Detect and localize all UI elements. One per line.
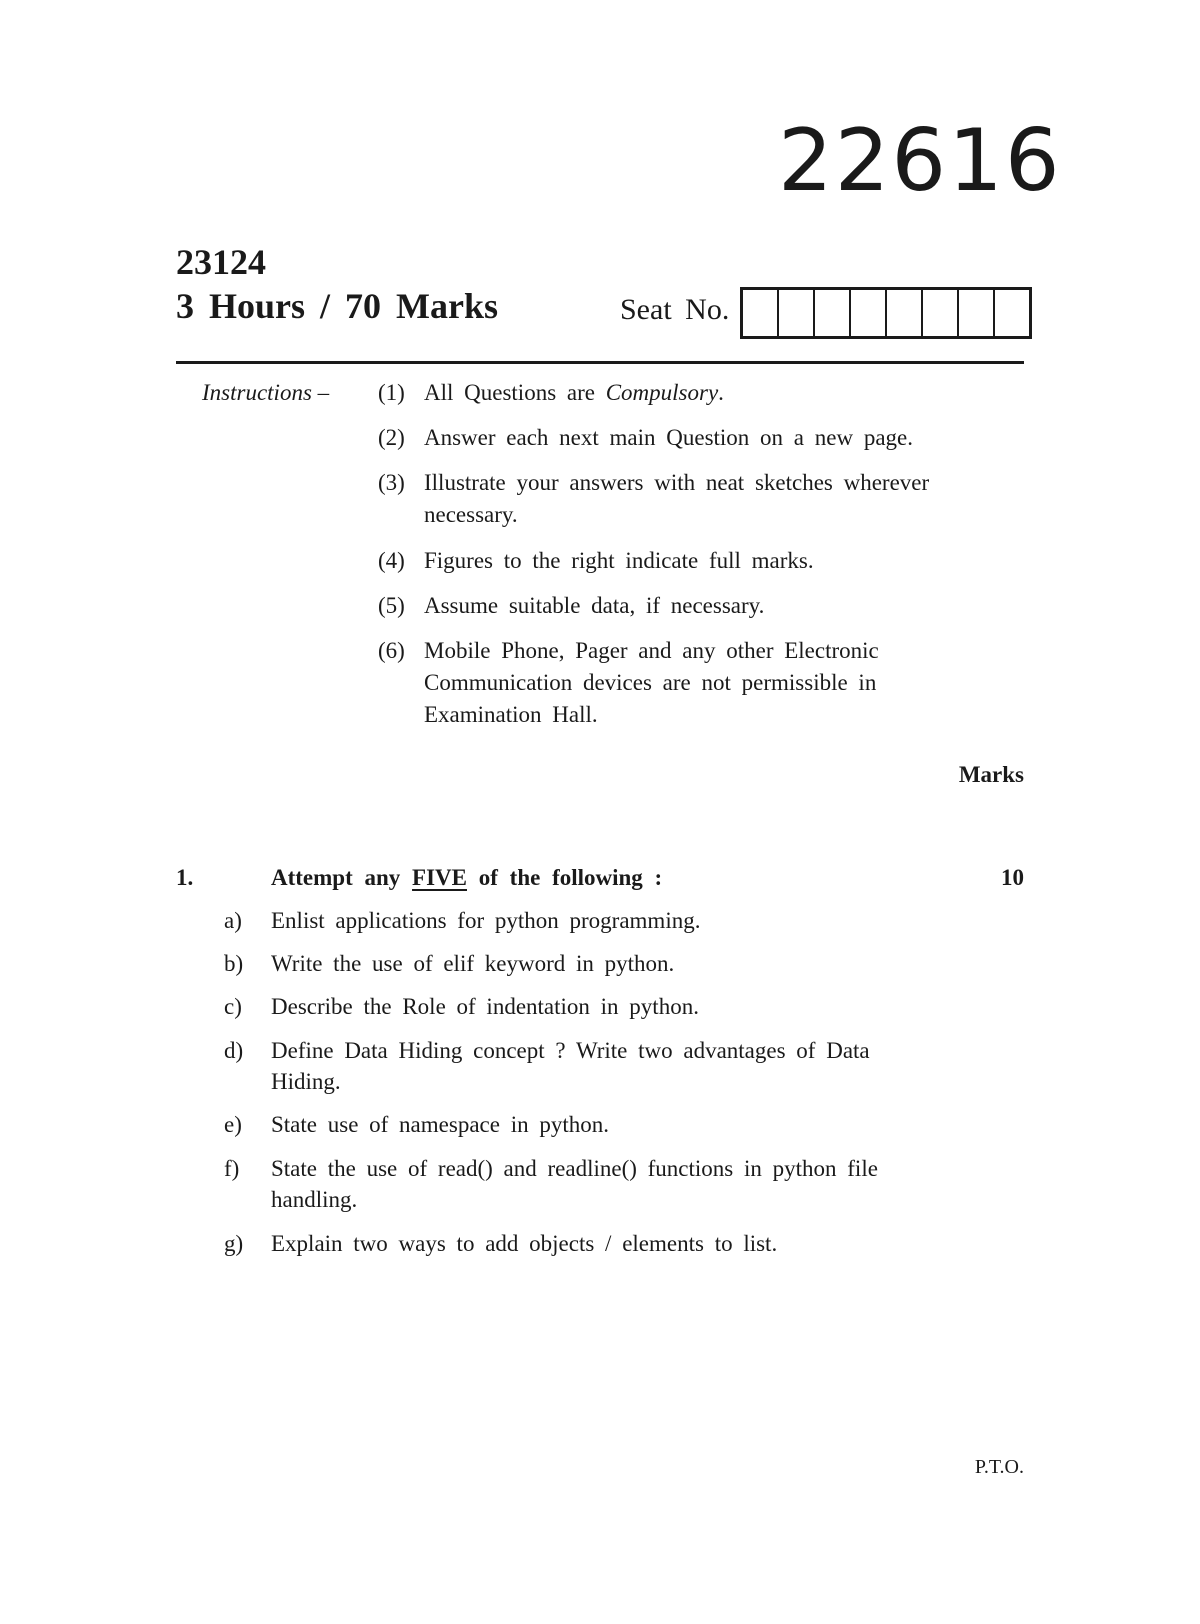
subquestion-text: State the use of read() and readline() functions in python file handling. [271, 1156, 878, 1212]
seat-number-box [779, 290, 815, 336]
subquestion-letter: b) [224, 951, 244, 976]
question-heading [271, 866, 662, 889]
instruction-text-part: . [718, 380, 724, 405]
subquestion-letter: d) [224, 1038, 244, 1063]
seat-number-box [995, 290, 1029, 336]
subquestion-letter: a) [224, 908, 242, 933]
question-number: 1. [176, 865, 194, 890]
instruction-number: (4) [378, 548, 405, 573]
subject-code: 22616 [778, 111, 1062, 211]
seat-number-box [815, 290, 851, 336]
seat-number-box [851, 290, 887, 336]
instructions-label: Instructions – [202, 380, 330, 405]
question-heading-part: Attempt any [271, 865, 413, 890]
seat-number-box [923, 290, 959, 336]
instruction-text [424, 377, 1004, 409]
seat-number-box [887, 290, 923, 336]
subquestion-text: Explain two ways to add objects / elements to list. [271, 1231, 778, 1256]
subquestion-text: State use of namespace in python. [271, 1112, 609, 1137]
instruction-number: (2) [378, 425, 405, 450]
question-heading-part: of the following : [467, 865, 663, 890]
question-marks: 10 [1001, 865, 1024, 890]
instruction-text: Illustrate your answers with neat sketches wherever necessary. [424, 470, 930, 527]
seat-number-box [743, 290, 779, 336]
paper-code: 23124 [176, 242, 266, 282]
header-divider [176, 361, 1024, 364]
instruction-text: Assume suitable data, if necessary. [424, 593, 765, 618]
subquestion-letter: c) [224, 994, 242, 1019]
subquestion-text: Describe the Role of indentation in python. [271, 994, 699, 1019]
instruction-text: Answer each next main Question on a new page. [424, 425, 913, 450]
instruction-number: (5) [378, 593, 405, 618]
seat-number-label: Seat No. [620, 293, 730, 326]
instruction-text: Mobile Phone, Pager and any other Electronic Communication devices are not permissible in Examination Hall. [424, 638, 879, 727]
subquestion-letter: g) [224, 1231, 244, 1256]
seat-number-boxes [740, 287, 1032, 339]
duration-marks: 3 Hours / 70 Marks [176, 286, 499, 326]
marks-heading: Marks [958, 762, 1024, 787]
question-heading-emphasis: FIVE [412, 865, 467, 890]
instruction-text: Figures to the right indicate full marks. [424, 548, 814, 573]
instruction-text-part: All Questions are [424, 380, 606, 405]
seat-number-box [959, 290, 995, 336]
instruction-number: (1) [378, 380, 405, 405]
subquestion-text: Enlist applications for python programming. [271, 908, 701, 933]
subquestion-text: Define Data Hiding concept ? Write two advantages of Data Hiding. [271, 1038, 870, 1094]
instruction-text-emphasis: Compulsory [605, 380, 719, 405]
subquestion-letter: e) [224, 1112, 242, 1137]
instruction-number: (3) [378, 470, 405, 495]
instruction-number: (6) [378, 638, 405, 663]
page-turn-note: P.T.O. [974, 1456, 1024, 1478]
subquestion-letter: f) [224, 1156, 240, 1181]
subquestion-text: Write the use of elif keyword in python. [271, 951, 675, 976]
